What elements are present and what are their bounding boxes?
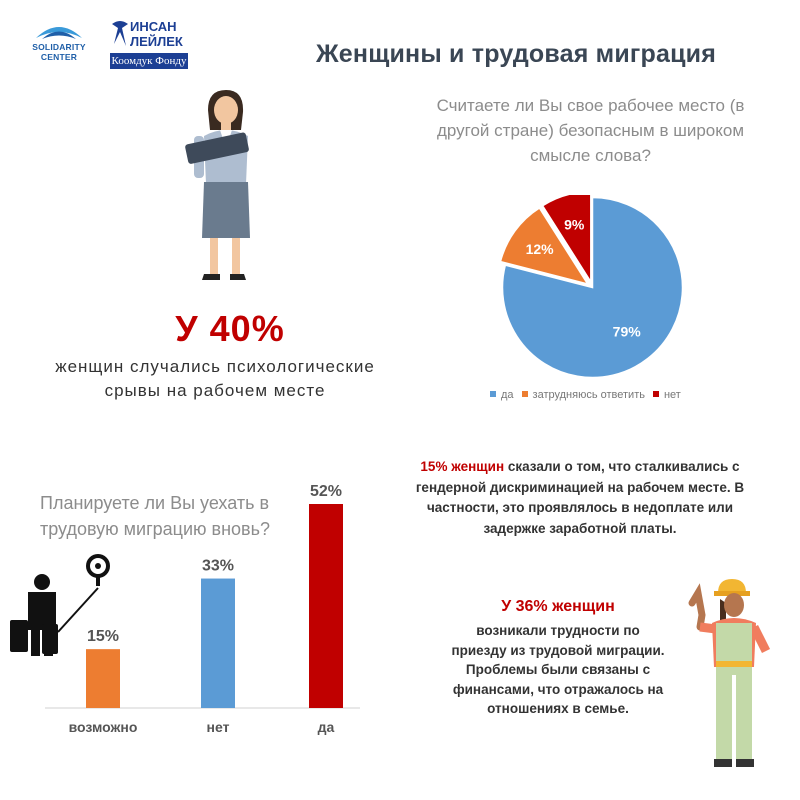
bar-data-label-3: 52% [309,483,343,500]
pie-chart [500,195,685,380]
solidarity-center-logo [30,18,88,70]
pie-data-label-3: 9% [564,216,585,233]
solidarity-globe-icon [30,18,88,40]
stat-40-description: женщин случались психологические срывы на рабочем месте [55,357,375,400]
stat-36-heading: У 36% женщин [501,598,615,615]
insan-leilek-logo [110,16,188,70]
pie-legend-item-1 [490,389,514,401]
pie-data-label-2: 12% [525,241,554,258]
pie-legend-swatch-1 [490,391,496,397]
pie-legend-label-2: затрудняюсь ответить [532,389,645,401]
businesswoman-illustration [180,88,270,288]
bar-category-label-2: нет [206,719,230,735]
insan-logo-line2: ЛЕЙЛЕК [130,34,183,49]
bar-chart-question: Планируете ли Вы уехать в трудовую миграцию вновь? [40,493,270,539]
stork-icon [110,18,130,48]
insan-logo-line3: Коомдук Фонду [111,55,187,67]
pie-chart-legend [490,389,689,401]
solidarity-logo-line1: SOLIDARITY [32,42,86,52]
solidarity-logo-line2: CENTER [40,52,78,62]
bar-data-label-1: 15% [86,628,120,646]
pie-legend-item-2 [522,389,645,401]
bar-category-label-1: возможно [68,719,138,735]
stat-36-body: возникали трудности по приезду из трудовой миграции. Проблемы были связаны с финансами, что отражалось на отношениях в семье. [451,623,665,716]
pie-legend-swatch-3 [653,391,659,397]
pie-legend-label-1: да [501,389,514,401]
stat-15-highlight: 15% женщин [420,459,505,474]
traveller-with-suitcase-icon [8,552,118,660]
bar-2 [201,579,235,708]
pie-chart-question: Считаете ли Вы свое рабочее место (в другой стране) безопасным в широком смысле слова? [436,96,745,165]
pie-legend-item-3 [653,389,681,401]
bar-category-label-3: да [317,719,335,735]
stat-40-percent: У 40% [175,308,285,349]
bar-data-label-2: 33% [201,557,235,575]
bar-3 [309,504,343,708]
stat-15-text: сказали о том, что сталкивались с гендерной дискриминацией на рабочем месте. В частности, это проявлялось в недоплате или задержке заработной платы. [415,459,745,536]
construction-worker-illustration [682,575,777,775]
stat-15-percent-block [395,457,765,539]
insan-logo-line1: ИНСАН [130,19,177,34]
pie-legend-swatch-2 [522,391,528,397]
pie-data-label-1: 79% [612,323,641,340]
page-title: Женщины и трудовая миграция [316,40,717,68]
pie-legend-label-3: нет [663,389,681,401]
